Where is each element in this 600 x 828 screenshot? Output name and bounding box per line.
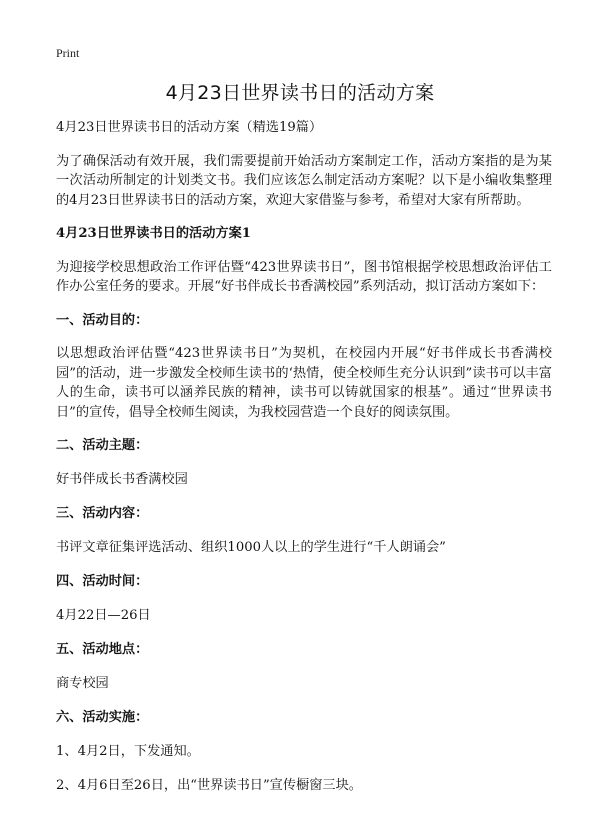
intro-paragraph: 为了确保活动有效开展，我们需要提前开始活动方案制定工作，活动方案指的是为某一次活动所制定的计划类文书。我们应该怎么制定活动方案呢？以下是小编收集整理的4月23日世界读书日的活动方案，欢迎大家借鉴与参考，希望对大家有所帮助。 — [56, 153, 552, 208]
goal-paragraph: 以思想政治评估暨“423世界读书日”为契机，在校园内开展“好书伴成长书香满校园”的活动，进一步激发全校师生读书的‘热情，使全校师生充分认识到”读书可以丰富人的生命，读书可以涵养民族的精神，读书可以铸就国家的根基”。通过“世界读书日”的宣传，倡导全校师生阅读，为我校园营造一个良好的阅读氛围。 — [56, 346, 552, 420]
time-heading: 四、活动时间： — [56, 574, 149, 589]
implementation-step-2: 2、4月6日至26日，出“世界读书日”宣传橱窗三块。 — [56, 778, 362, 793]
theme-heading: 二、活动主题： — [56, 438, 149, 453]
implementation-heading: 六、活动实施： — [56, 710, 149, 725]
place-heading: 五、活动地点： — [56, 642, 149, 657]
document-body — [56, 118, 552, 811]
time-paragraph: 4月22日—26日 — [56, 607, 151, 623]
section-intro-paragraph: 为迎接学校思想政治工作评估暨“423世界读书日”，图书馆根据学校思想政治评估工作办公室任务的要求。开展“好书伴成长书香满校园”系列活动，拟订活动方案如下： — [56, 259, 552, 294]
page-title: 4月23日世界读书日的活动方案 — [165, 82, 435, 104]
print-link[interactable]: Print — [56, 46, 80, 60]
place-paragraph: 商专校园 — [56, 675, 109, 691]
document-subtitle: 4月23日世界读书日的活动方案（精选19篇） — [56, 120, 323, 135]
content-heading: 三、活动内容： — [56, 506, 149, 521]
section-heading: 4月23日世界读书日的活动方案1 — [56, 226, 251, 241]
goal-heading: 一、活动目的： — [56, 312, 149, 328]
theme-paragraph: 好书伴成长书香满校园 — [56, 471, 188, 487]
implementation-step-1: 1、4月2日，下发通知。 — [56, 743, 200, 759]
content-paragraph: 书评文章征集评选活动、组织1000人以上的学生进行“千人朗诵会” — [56, 539, 446, 555]
